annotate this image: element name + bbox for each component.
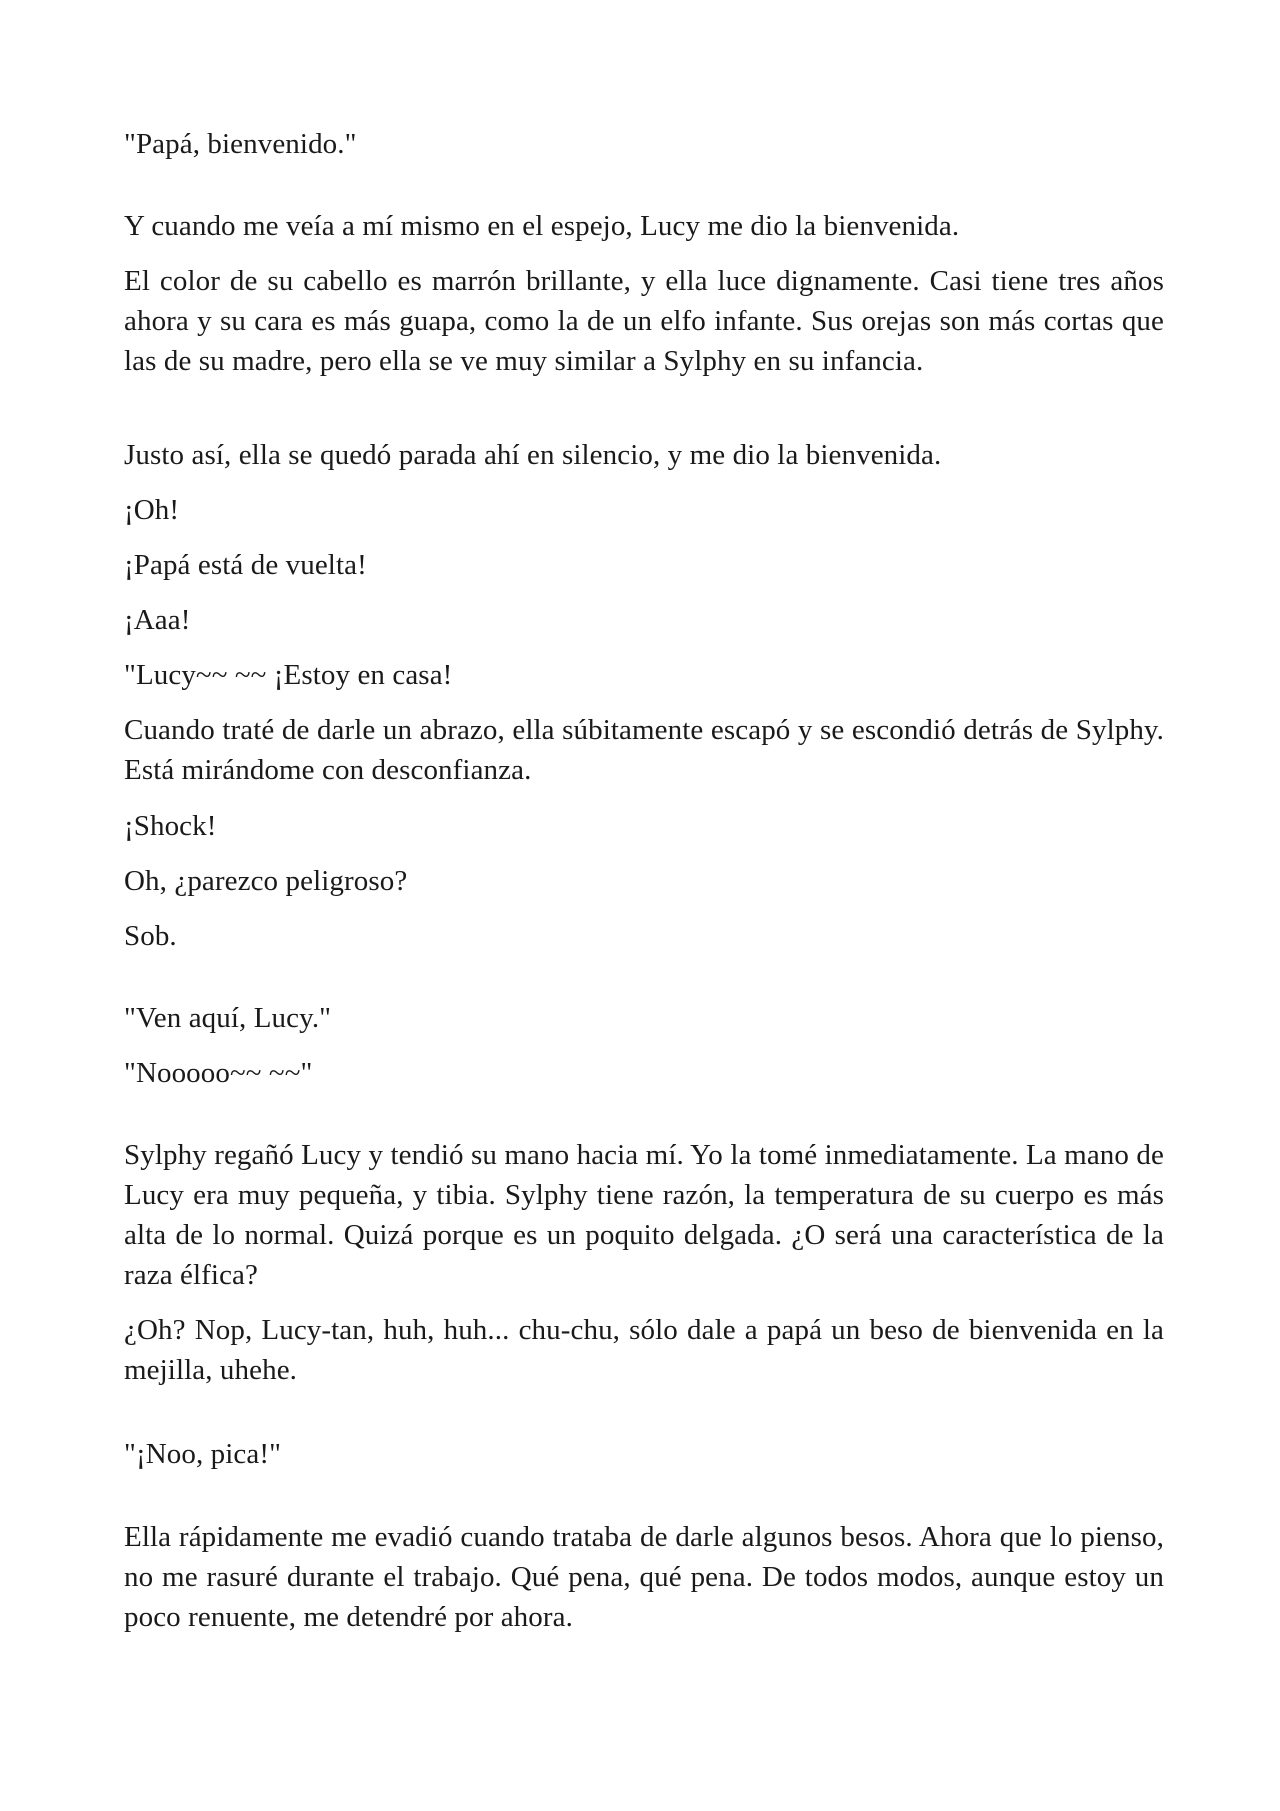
- paragraph-evade: Ella rápidamente me evadió cuando trataba de darle algunos besos. Ahora que lo pienso, no me rasuré durante el trabajo. Qué pena, qué pena. De todos modos, aunque estoy un poco renuente, me detendré por ahora.: [124, 1521, 1164, 1633]
- paragraph-dialogue-home: "Lucy~~ ~~ ¡Estoy en casa!: [124, 659, 453, 691]
- document-page: [124, 0, 1164, 1811]
- paragraph-kiss: ¿Oh? Nop, Lucy-tan, huh, huh... chu-chu, sólo dale a papá un beso de bienvenida en la mejilla, uhehe.: [124, 1314, 1164, 1386]
- paragraph-dialogue-itchy: "¡Noo, pica!": [124, 1438, 282, 1470]
- paragraph-mirror: Y cuando me veía a mí mismo en el espejo, Lucy me dio la bienvenida.: [124, 210, 960, 242]
- paragraph-aaa: ¡Aaa!: [124, 604, 191, 636]
- paragraph-hair-description: El color de su cabello es marrón brillante, y ella luce dignamente. Casi tiene tres años ahora y su cara es más guapa, como la de un elfo infante. Sus orejas son más cortas que las de su madre, pero ella se ve muy similar a Sylphy en su infancia.: [124, 265, 1164, 377]
- paragraph-papa-back: ¡Papá está de vuelta!: [124, 549, 367, 581]
- paragraph-sob: Sob.: [124, 920, 177, 952]
- paragraph-oh: ¡Oh!: [124, 494, 180, 526]
- paragraph-shock: ¡Shock!: [124, 810, 217, 842]
- paragraph-dialogue-welcome: "Papá, bienvenido.": [124, 128, 357, 160]
- paragraph-dialogue-no: "Nooooo~~ ~~": [124, 1057, 313, 1089]
- paragraph-dialogue-come-here: "Ven aquí, Lucy.": [124, 1002, 332, 1034]
- paragraph-hug: Cuando traté de darle un abrazo, ella súbitamente escapó y se escondió detrás de Sylphy. Está mirándome con desconfianza.: [124, 714, 1164, 786]
- paragraph-dangerous: Oh, ¿parezco peligroso?: [124, 865, 408, 897]
- paragraph-silent-welcome: Justo así, ella se quedó parada ahí en silencio, y me dio la bienvenida.: [124, 439, 942, 471]
- paragraph-hand: Sylphy regañó Lucy y tendió su mano hacia mí. Yo la tomé inmediatamente. La mano de Lucy era muy pequeña, y tibia. Sylphy tiene razón, la temperatura de su cuerpo es más alta de lo normal. Quizá porque es un poquito delgada. ¿O será una característica de la raza élfica?: [124, 1139, 1164, 1291]
